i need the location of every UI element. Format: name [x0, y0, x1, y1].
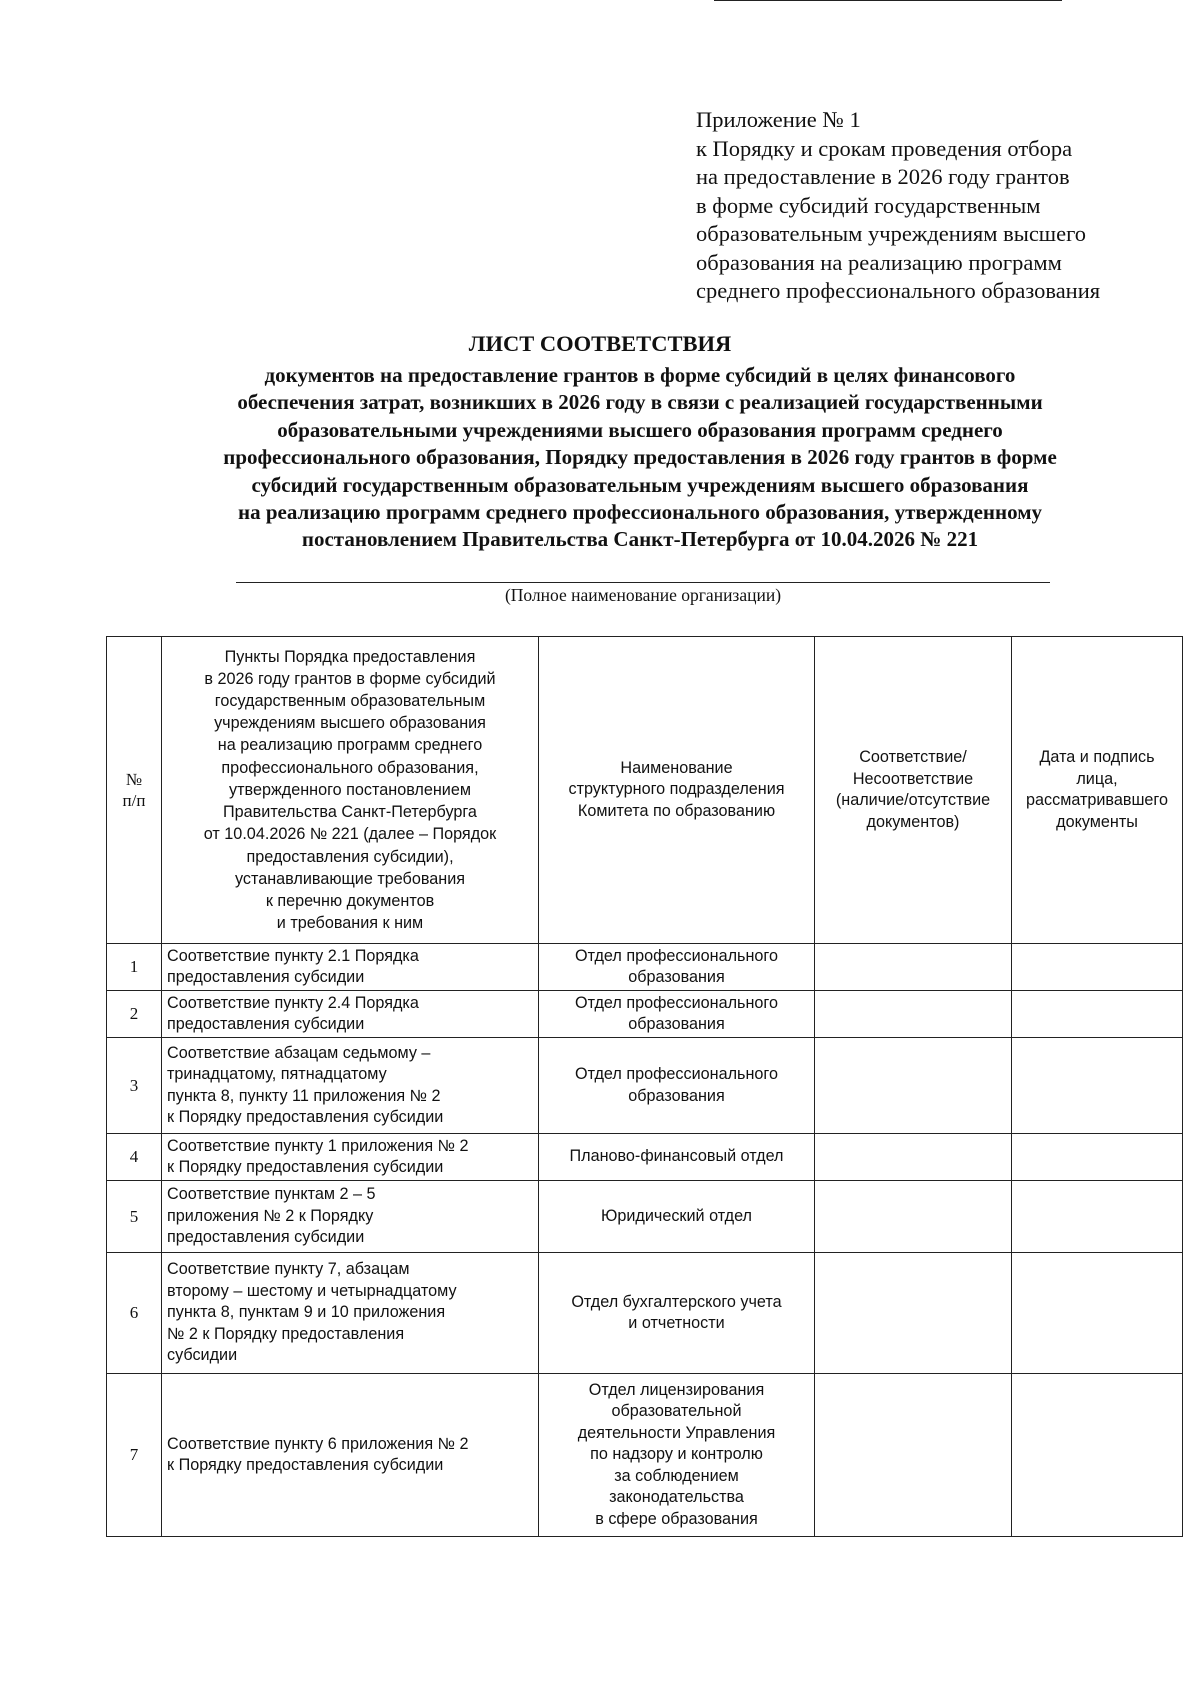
- top-edge-rule: [714, 0, 1062, 1]
- appendix-line: среднего профессионального образования: [696, 278, 1101, 303]
- table-row: [107, 1038, 1183, 1134]
- appendix-header: [696, 106, 1176, 306]
- row-department: Отдел профессионального образования: [539, 991, 815, 1038]
- subtitle-line: субсидий государственным образовательным учреждениям высшего образования: [251, 472, 1029, 497]
- table-header-row: [107, 637, 1183, 944]
- row-number: 4: [107, 1134, 162, 1181]
- subtitle-line: обеспечения затрат, возникших в 2026 году в связи с реализацией государственными: [237, 390, 1043, 415]
- document-subtitle: [100, 362, 1180, 554]
- row-signature-cell[interactable]: [1012, 1134, 1183, 1181]
- organization-name-caption: (Полное наименование организации): [504, 585, 782, 605]
- row-number: 6: [107, 1253, 162, 1374]
- row-compliance-cell[interactable]: [815, 1253, 1012, 1374]
- row-department: Отдел профессионального образования: [539, 944, 815, 991]
- row-signature-cell[interactable]: [1012, 944, 1183, 991]
- row-requirement: Соответствие пункту 1 приложения № 2 к Порядку предоставления субсидии: [162, 1134, 539, 1181]
- row-number: 3: [107, 1038, 162, 1134]
- row-signature-cell[interactable]: [1012, 1181, 1183, 1253]
- header-compliance: Соответствие/ Несоответствие (наличие/отсутствие документов): [815, 637, 1012, 944]
- table-row: [107, 944, 1183, 991]
- header-requirement: Пункты Порядка предоставления в 2026 году грантов в форме субсидий государственным образовательным учреждениям высшего образования на реализацию программ среднего профессионального образования, утвержденного постановлением Правительства Санкт-Петербурга от 10.04.2026 № 221 (далее – Порядок предоставления субсидии), устанавливающие требования к перечню документов и требования к ним: [162, 637, 539, 944]
- row-requirement: Соответствие пунктам 2 – 5 приложения № 2 к Порядку предоставления субсидии: [162, 1181, 539, 1253]
- table-row: [107, 1374, 1183, 1537]
- header-signature: Дата и подпись лица, рассматривавшего документы: [1012, 637, 1183, 944]
- row-compliance-cell[interactable]: [815, 991, 1012, 1038]
- appendix-line: в форме субсидий государственным: [696, 192, 1041, 218]
- appendix-line: на предоставление в 2026 году грантов: [696, 164, 1070, 189]
- row-signature-cell[interactable]: [1012, 1374, 1183, 1537]
- header-number: № п/п: [107, 637, 162, 944]
- row-department: Отдел бухгалтерского учета и отчетности: [539, 1253, 815, 1374]
- appendix-line: образовательным учреждениям высшего: [696, 221, 1087, 246]
- row-compliance-cell[interactable]: [815, 1181, 1012, 1253]
- row-number: 7: [107, 1374, 162, 1537]
- row-number: 2: [107, 991, 162, 1038]
- row-requirement: Соответствие пункту 2.4 Порядка предоставления субсидии: [162, 991, 539, 1038]
- row-compliance-cell[interactable]: [815, 1134, 1012, 1181]
- row-number: 1: [107, 944, 162, 991]
- row-compliance-cell[interactable]: [815, 1374, 1012, 1537]
- row-signature-cell[interactable]: [1012, 1253, 1183, 1374]
- document-title: ЛИСТ СООТВЕТСТВИЯ: [468, 331, 732, 356]
- row-signature-cell[interactable]: [1012, 1038, 1183, 1134]
- header-department: Наименование структурного подразделения Комитета по образованию: [539, 637, 815, 944]
- subtitle-line: постановлением Правительства Санкт-Петербурга от 10.04.2026 № 221: [301, 527, 979, 552]
- row-signature-cell[interactable]: [1012, 991, 1183, 1038]
- row-department: Отдел лицензирования образовательной деятельности Управления по надзору и контролю за соблюдением законодательства в сфере образования: [539, 1374, 815, 1537]
- subtitle-line: профессионального образования, Порядку предоставления в 2026 году грантов в форме: [223, 445, 1057, 470]
- appendix-line: Приложение № 1: [696, 107, 861, 132]
- compliance-table: [106, 636, 1183, 1537]
- row-department: Планово-финансовый отдел: [539, 1134, 815, 1181]
- row-requirement: Соответствие абзацам седьмому – тринадцатому, пятнадцатому пункта 8, пункту 11 приложения № 2 к Порядку предоставления субсидии: [162, 1038, 539, 1134]
- organization-name-line[interactable]: [236, 582, 1050, 583]
- row-number: 5: [107, 1181, 162, 1253]
- row-requirement: Соответствие пункту 6 приложения № 2 к Порядку предоставления субсидии: [162, 1374, 539, 1537]
- appendix-line: образования на реализацию программ: [696, 249, 1062, 275]
- subtitle-line: на реализацию программ среднего профессионального образования, утвержденному: [237, 500, 1043, 525]
- row-requirement: Соответствие пункту 7, абзацам второму – шестому и четырнадцатому пункта 8, пунктам 9 и 10 приложения № 2 к Порядку предоставления субсидии: [162, 1253, 539, 1374]
- table-row: [107, 991, 1183, 1038]
- row-department: Юридический отдел: [539, 1181, 815, 1253]
- table-row: [107, 1134, 1183, 1181]
- row-compliance-cell[interactable]: [815, 1038, 1012, 1134]
- row-department: Отдел профессионального образования: [539, 1038, 815, 1134]
- row-compliance-cell[interactable]: [815, 944, 1012, 991]
- subtitle-line: документов на предоставление грантов в форме субсидий в целях финансового: [264, 363, 1016, 387]
- appendix-line: к Порядку и срокам проведения отбора: [696, 135, 1073, 161]
- row-requirement: Соответствие пункту 2.1 Порядка предоставления субсидии: [162, 944, 539, 991]
- table-row: [107, 1253, 1183, 1374]
- subtitle-line: образовательными учреждениями высшего образования программ среднего: [277, 417, 1003, 442]
- table-row: [107, 1181, 1183, 1253]
